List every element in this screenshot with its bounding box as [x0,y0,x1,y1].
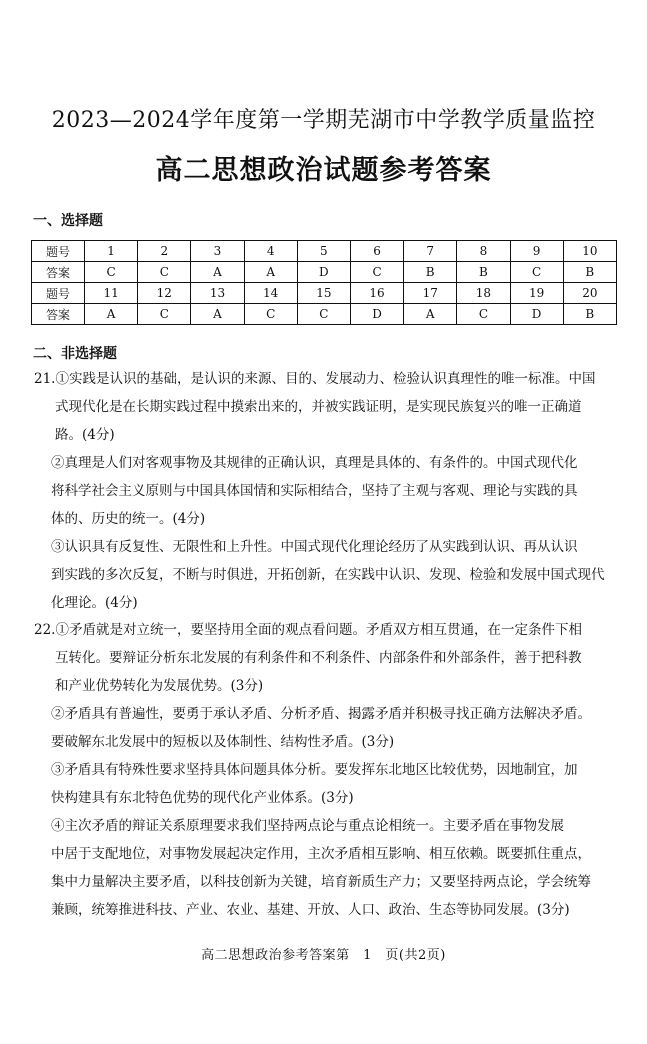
table-cell: 19 [510,283,563,304]
table-cell: C [138,304,191,325]
table-cell: 9 [510,241,563,262]
table-cell: A [191,262,244,283]
q22-line: 集中力量解决主要矛盾，以科技创新为关键，培育新质生产力；又要坚持两点论，学会统筹 [51,874,591,890]
table-cell: 15 [297,283,350,304]
q22-line: ②矛盾具有普遍性，要勇于承认矛盾、分析矛盾、揭露矛盾并积极寻找正确方法解决矛盾。 [51,706,591,722]
row-label: 题号 [32,241,85,262]
table-cell: C [297,304,350,325]
q21-line: 化理论。(4分) [51,595,138,611]
table-row [32,262,617,283]
page-title: 高二思想政治试题参考答案 [155,155,492,186]
q21-line: 将科学社会主义原则与中国具体国情和实际相结合，坚持了主观与客观、理论与实践的具 [51,483,578,499]
question-22-answer [34,616,618,924]
table-cell: 17 [404,283,457,304]
table-cell: 20 [563,283,616,304]
table-row [32,283,617,304]
table-cell: A [191,304,244,325]
q21-line: 到实践的多次反复，不断与时俱进，开拓创新，在实践中认识、发现、检验和发展中国式现代 [51,567,605,583]
table-cell: A [85,304,138,325]
q22-line: 互转化。要辩证分析东北发展的有利条件和不利条件、内部条件和外部条件，善于把科教 [55,650,582,666]
row-label: 题号 [32,283,85,304]
table-cell: D [297,262,350,283]
exam-header-line: 2023—2024学年度第一学期芜湖市中学教学质量监控 [51,108,596,133]
table-cell: 1 [85,241,138,262]
q22-line: 22.①矛盾就是对立统一，要坚持用全面的观点看问题。矛盾双方相互贯通，在一定条件下相 [34,622,582,638]
table-cell: C [510,262,563,283]
q21-line: 21.①实践是认识的基础，是认识的来源、目的、发展动力、检验认识真理性的唯一标准。中国 [34,371,596,387]
table-cell: B [457,262,510,283]
table-cell: 10 [563,241,616,262]
table-row [32,304,617,325]
table-cell: 5 [297,241,350,262]
q22-line: 和产业优势转化为发展优势。(3分) [55,678,264,694]
q21-line: ③认识具有反复性、无限性和上升性。中国式现代化理论经历了从实践到认识、再从认识 [51,539,578,555]
table-cell: 13 [191,283,244,304]
q22-line: 兼顾，统筹推进科技、产业、农业、基建、开放、人口、政治、生态等协同发展。(3分) [51,902,570,918]
table-cell: 14 [244,283,297,304]
table-cell: C [350,262,403,283]
table-cell: B [563,262,616,283]
table-cell: 7 [404,241,457,262]
answer-table [31,240,617,325]
table-cell: C [138,262,191,283]
table-cell: 11 [85,283,138,304]
table-cell: B [563,304,616,325]
section-heading-choice: 一、选择题 [33,213,103,229]
question-21-answer [34,365,618,617]
q21-line: 体的、历史的统一。(4分) [51,511,206,527]
q21-line: 式现代化是在长期实践过程中摸索出来的，并被实践证明，是实现民族复兴的唯一正确道 [55,399,582,415]
row-label: 答案 [32,304,85,325]
table-cell: A [244,262,297,283]
q21-line: 路。(4分) [55,427,115,443]
table-cell: C [457,304,510,325]
q22-line: ④主次矛盾的辩证关系原理要求我们坚持两点论与重点论相统一。主要矛盾在事物发展 [51,818,564,834]
row-label: 答案 [32,262,85,283]
table-cell: 4 [244,241,297,262]
section-heading-non-choice: 二、非选择题 [33,346,117,362]
table-cell: 2 [138,241,191,262]
q22-line: ③矛盾具有特殊性要求坚持具体问题具体分析。要发挥东北地区比较优势，因地制宜，加 [51,762,578,778]
q21-line: ②真理是人们对客观事物及其规律的正确认识，真理是具体的、有条件的。中国式现代化 [51,455,578,471]
table-cell: D [510,304,563,325]
table-cell: 3 [191,241,244,262]
q22-line: 中居于支配地位，对事物发展起决定作用，主次矛盾相互影响、相互依赖。既要抓住重点， [51,846,591,862]
table-cell: 12 [138,283,191,304]
table-cell: C [244,304,297,325]
page-footer: 高二思想政治参考答案第 1 页(共2页) [201,948,446,963]
table-row [32,241,617,262]
table-cell: D [350,304,403,325]
q22-line: 要破解东北发展中的短板以及体制性、结构性矛盾。(3分) [51,734,395,750]
table-cell: B [404,262,457,283]
table-cell: 6 [350,241,403,262]
table-cell: C [85,262,138,283]
q22-line: 快构建具有东北特色优势的现代化产业体系。(3分) [51,790,354,806]
table-cell: 18 [457,283,510,304]
table-cell: 8 [457,241,510,262]
table-cell: 16 [350,283,403,304]
table-cell: A [404,304,457,325]
